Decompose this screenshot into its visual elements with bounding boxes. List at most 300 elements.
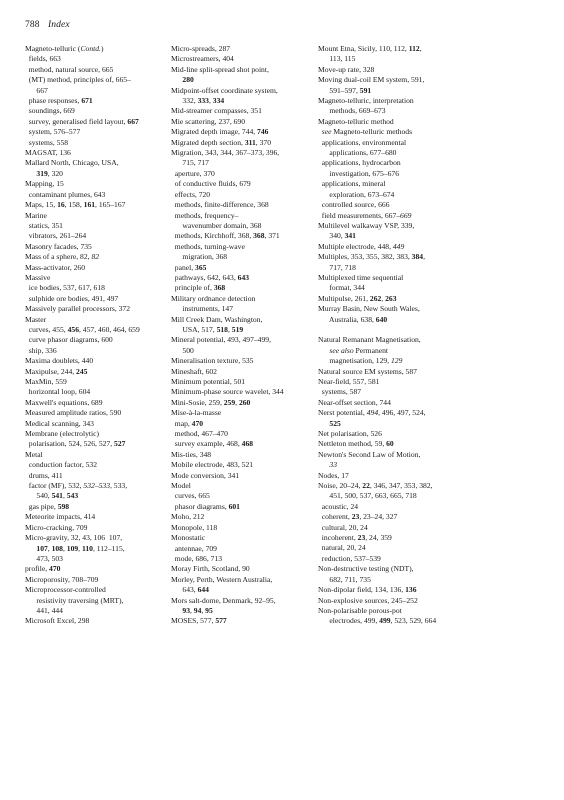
- index-entry-line: [25, 283, 175, 293]
- index-entry-line: [318, 502, 548, 512]
- entry-text: Natural source EM systems, 587: [318, 366, 417, 376]
- entry-text: Migrated depth section,: [171, 137, 245, 147]
- index-entry-line: [25, 211, 175, 221]
- bold-page-ref: 334: [212, 96, 225, 106]
- bold-page-ref: 107: [36, 543, 48, 553]
- index-entry-line: [318, 96, 548, 106]
- bold-page-ref: 60: [386, 439, 394, 449]
- entry-text: ,: [47, 543, 52, 553]
- entry-text: of conductive fluids, 679: [171, 179, 251, 189]
- index-entry-line: [318, 211, 548, 221]
- entry-text: methods, finite-difference, 368: [171, 200, 269, 210]
- entry-text: Monostatic: [171, 533, 206, 543]
- bold-page-ref: 527: [114, 439, 126, 449]
- entry-text: 441, 444: [25, 605, 63, 615]
- entry-text: methods, frequency–: [171, 210, 239, 220]
- index-entry-line: [318, 169, 548, 179]
- index-entry-line: [318, 439, 548, 449]
- index-entry-line: [171, 127, 321, 137]
- index-entry-line: [318, 231, 548, 241]
- index-entry-line: [318, 294, 548, 304]
- index-entry-line: [318, 65, 548, 75]
- entry-text: Moho, 212: [171, 512, 205, 522]
- entry-text: Mode conversion, 341: [171, 470, 240, 480]
- index-entry-line: [318, 356, 548, 366]
- index-entry-line: [171, 471, 321, 481]
- index-entry-line: [25, 75, 175, 85]
- index-entry-line: [318, 377, 548, 387]
- index-entry-line: [25, 460, 175, 470]
- entry-text: magnetisation, 129,: [318, 356, 391, 366]
- index-entry-line: [25, 117, 175, 127]
- italic-ref: 129: [390, 356, 403, 366]
- entry-text: Moving dual-coil EM system, 591,: [318, 75, 425, 85]
- index-entry-line: [171, 491, 321, 501]
- index-entry-line: [171, 75, 321, 85]
- index-entry-line: [318, 273, 548, 283]
- entry-text: coherent,: [318, 512, 352, 522]
- bold-page-ref: 23: [357, 533, 366, 543]
- italic-ref: 532–533: [83, 481, 110, 491]
- index-entry-line: [318, 596, 548, 606]
- index-entry-line: [25, 398, 175, 408]
- entry-text: 113, 115: [318, 54, 356, 64]
- entry-text: Mineralisation texture, 535: [171, 356, 254, 366]
- bold-page-ref: 311: [244, 137, 256, 147]
- entry-text: MAGSAT, 136: [25, 148, 71, 158]
- entry-text: [318, 346, 329, 355]
- entry-text: Morley, Perth, Western Australia,: [171, 574, 273, 584]
- index-entry-line: [318, 138, 548, 148]
- index-entry-line: [171, 190, 321, 200]
- entry-text: 643,: [171, 585, 198, 595]
- bold-page-ref: 112: [408, 44, 420, 53]
- bold-page-ref: 93: [182, 605, 190, 615]
- entry-text: method, 467–470: [171, 429, 228, 439]
- bold-page-ref: 23: [351, 512, 360, 522]
- entry-text: systems, 587: [318, 387, 362, 397]
- bold-page-ref: 95: [205, 605, 213, 615]
- index-entry-line: [25, 252, 175, 262]
- index-entry-line: [25, 54, 175, 64]
- entry-text: [171, 75, 182, 84]
- entry-text: , 320: [47, 168, 63, 178]
- entry-text: , 370: [255, 137, 271, 147]
- index-entry-line: [25, 263, 175, 273]
- entry-text: Masonry facades, 735: [25, 241, 92, 251]
- index-entry-line: [318, 148, 548, 158]
- index-entry-line: [318, 408, 548, 418]
- bold-page-ref: 470: [191, 418, 204, 428]
- bold-page-ref: 598: [57, 501, 70, 511]
- entry-text: ,: [62, 491, 67, 501]
- index-entry-line: [171, 398, 321, 408]
- entry-text: MOSES, 577,: [171, 616, 216, 626]
- entry-text: ,: [381, 293, 386, 303]
- entry-text: Multiplexed time sequential: [318, 272, 404, 282]
- entry-text: ,: [423, 252, 425, 262]
- bold-page-ref: 16: [57, 200, 65, 210]
- index-entry-line: [318, 398, 548, 408]
- entry-text: statics, 351: [25, 220, 63, 230]
- bold-page-ref: 368: [213, 283, 226, 293]
- entry-text: USA, 517,: [171, 324, 217, 334]
- italic-ref: 449: [392, 241, 405, 251]
- entry-text: applications, environmental: [318, 137, 407, 147]
- bold-page-ref: 260: [238, 397, 251, 407]
- index-entry-line: [25, 481, 175, 491]
- bold-page-ref: 333: [197, 96, 209, 106]
- entry-text: , 158,: [64, 200, 84, 210]
- index-entry-line: [318, 283, 548, 293]
- index-entry-line: [25, 523, 175, 533]
- index-entry-line: [318, 242, 548, 252]
- index-column-2: [171, 44, 321, 627]
- entry-text: principle of,: [171, 283, 214, 293]
- index-entry-line: [171, 408, 321, 418]
- bold-page-ref: 341: [344, 231, 356, 241]
- index-entry-line: [171, 117, 321, 127]
- entry-text: Military ordnance detection: [171, 293, 256, 303]
- italic-ref: 33: [329, 460, 337, 470]
- entry-text: Move-up rate, 328: [318, 64, 375, 74]
- index-entry-line: [171, 502, 321, 512]
- entry-text: ): [100, 44, 104, 53]
- bold-page-ref: 280: [182, 75, 194, 85]
- entry-text: ice bodies, 537, 617, 618: [25, 283, 105, 293]
- entry-text: sulphide ore bodies, 491, 497: [25, 293, 119, 303]
- entry-text: , 24, 359: [365, 533, 392, 543]
- entry-text: reduction, 537–539: [318, 553, 381, 563]
- index-entry-line: [25, 179, 175, 189]
- index-entry-line: [25, 585, 175, 595]
- index-entry-line: [25, 450, 175, 460]
- index-entry-line: [25, 471, 175, 481]
- index-entry-line: [25, 335, 175, 345]
- index-entry-line: [25, 106, 175, 116]
- index-entry-line: [171, 242, 321, 252]
- index-entry-line: [25, 575, 175, 585]
- index-entry-line: [171, 439, 321, 449]
- index-entry-line: [25, 616, 175, 626]
- entry-text: contaminant plumes, 643: [25, 189, 106, 199]
- index-entry-line: [318, 304, 548, 314]
- index-entry-line: [25, 127, 175, 137]
- index-entry-line: [25, 564, 175, 574]
- index-entry-line: [25, 148, 175, 158]
- index-entry-line: [171, 325, 321, 335]
- index-entry-line: [25, 65, 175, 75]
- index-entry-line: [171, 65, 321, 75]
- entry-text: methods, Kirchhoff, 368,: [171, 231, 254, 241]
- index-entry-line: [171, 252, 321, 262]
- index-entry-line: [171, 596, 321, 606]
- entry-text: field measurements, 667–: [318, 210, 401, 220]
- index-entry-line: [318, 606, 548, 616]
- entry-text: ,: [78, 543, 82, 553]
- entry-text: incoherent,: [318, 533, 358, 543]
- entry-text: natural, 20, 24: [318, 543, 366, 553]
- entry-text: 667: [25, 85, 48, 95]
- entry-text: Mill Creek Dam, Washington,: [171, 314, 263, 324]
- entry-text: [25, 544, 36, 553]
- entry-text: effects, 720: [171, 189, 211, 199]
- index-entry-line: [318, 158, 548, 168]
- entry-text: Multipulse, 261,: [318, 293, 370, 303]
- index-entry-line: [171, 231, 321, 241]
- index-entry-line: [318, 54, 548, 64]
- entry-text: Non-explosive sources, 245–252: [318, 595, 418, 605]
- index-entry-line: [171, 304, 321, 314]
- index-entry-line: [25, 491, 175, 501]
- entry-text: Micro-cracking, 709: [25, 522, 88, 532]
- entry-text: Maxima doublets, 440: [25, 356, 94, 366]
- entry-text: Microsoft Excel, 298: [25, 616, 90, 626]
- bold-page-ref: 368: [253, 231, 265, 241]
- index-entry-line: [171, 356, 321, 366]
- entry-text: , 496, 497, 524,: [378, 408, 426, 418]
- entry-text: ,: [62, 543, 67, 553]
- bold-page-ref: 136: [405, 585, 417, 595]
- entry-text: Mobile electrode, 483, 521: [171, 460, 254, 470]
- index-entry-line: [25, 190, 175, 200]
- index-entry-line: [318, 585, 548, 595]
- entry-text: [171, 606, 182, 615]
- entry-text: mode, 686, 713: [171, 553, 223, 563]
- entry-text: , 23–24, 327: [359, 512, 398, 522]
- entry-text: methods, 669–673: [318, 106, 386, 116]
- index-entry-line: [25, 242, 175, 252]
- entry-text: Multilevel walkaway VSP, 339,: [318, 220, 415, 230]
- entry-text: 717, 718: [318, 262, 356, 272]
- entry-text: 340,: [318, 231, 345, 241]
- entry-text: 591–597,: [318, 85, 360, 95]
- entry-text: Permanent: [353, 345, 389, 355]
- bold-page-ref: 671: [81, 96, 93, 106]
- index-entry-line: [171, 294, 321, 304]
- entry-text: applications, mineral: [318, 179, 386, 189]
- index-entry-line: [25, 408, 175, 418]
- entry-text: Near-offset section, 744: [318, 397, 391, 407]
- entry-text: curves, 665: [171, 491, 210, 501]
- entry-text: Nettleton method, 59,: [318, 439, 387, 449]
- entry-text: Mini-Sosie, 259,: [171, 397, 224, 407]
- entry-text: Nerst potential,: [318, 408, 367, 418]
- index-entry-line: [25, 294, 175, 304]
- entry-text: 682, 711, 735: [318, 574, 371, 584]
- entry-text: Magneto-telluric (: [25, 44, 81, 53]
- entry-text: Mineral potential, 493, 497–499,: [171, 335, 271, 345]
- entry-text: Magneto-telluric methods: [331, 127, 413, 137]
- running-title: Index: [48, 20, 70, 30]
- index-entry-line: [25, 96, 175, 106]
- entry-text: Microprocessor-controlled: [25, 585, 106, 595]
- entry-text: Non-dipolar field, 134, 136,: [318, 585, 406, 595]
- index-entry-line: [25, 315, 175, 325]
- entry-text: map,: [171, 418, 192, 428]
- index-entry-line: [171, 533, 321, 543]
- entry-text: controlled source, 666: [318, 200, 390, 210]
- entry-text: (MT) method, principles of, 665–: [25, 75, 131, 85]
- index-entry-line: [318, 543, 548, 553]
- entry-text: vibrators, 261–264: [25, 231, 87, 241]
- index-entry-line: [171, 512, 321, 522]
- index-entry-line: [171, 169, 321, 179]
- entry-text: Natural Remanant Magnetisation,: [318, 335, 421, 345]
- bold-page-ref: 525: [329, 418, 341, 428]
- index-entry-line: [318, 200, 548, 210]
- index-entry-line: [171, 575, 321, 585]
- index-entry-line: [171, 44, 321, 54]
- entry-text: , 533,: [110, 481, 128, 491]
- index-entry-line: [171, 179, 321, 189]
- entry-text: Mors salt-dome, Denmark, 92–95,: [171, 595, 276, 605]
- entry-text: Maxwell's equations, 689: [25, 397, 103, 407]
- entry-text: Multiples, 353, 355, 382, 383,: [318, 252, 412, 262]
- entry-text: Micro-gravity, 32, 43, 106 107,: [25, 533, 123, 543]
- index-entry-line: [318, 419, 548, 429]
- index-entry-line: [171, 273, 321, 283]
- index-entry-line: [25, 533, 175, 543]
- entry-text: phase responses,: [25, 96, 82, 106]
- index-entry-line: [25, 377, 175, 387]
- entry-text: survey, generalised field layout,: [25, 116, 128, 126]
- entry-text: Minimum potential, 501: [171, 377, 246, 386]
- entry-text: factor (MF), 532,: [25, 481, 84, 491]
- entry-text: Murray Basin, New South Wales,: [318, 304, 420, 314]
- bold-page-ref: 667: [127, 116, 139, 126]
- entry-text: , 165–167: [95, 200, 126, 210]
- bold-page-ref: 640: [375, 314, 388, 324]
- italic-ref: 494: [366, 408, 379, 418]
- italic-ref: 669: [400, 210, 412, 220]
- entry-text: horizontal loop, 604: [25, 387, 91, 397]
- index-entry-line: [318, 491, 548, 501]
- index-entry-line: [171, 148, 321, 158]
- index-entry-line: [25, 325, 175, 335]
- entry-text: profile,: [25, 564, 50, 574]
- entry-text: 715, 717: [171, 158, 209, 168]
- entry-text: Magneto-telluric, interpretation: [318, 96, 414, 106]
- entry-text: Massively parallel processors, 372: [25, 304, 131, 314]
- index-entry-line: [25, 502, 175, 512]
- index-entry-line: [171, 346, 321, 356]
- entry-text: Nodes, 17: [318, 470, 349, 480]
- bold-page-ref: 161: [83, 200, 96, 210]
- index-entry-line: [318, 533, 548, 543]
- index-entry-line: [318, 367, 548, 377]
- index-entry-line: [171, 106, 321, 116]
- entry-text: Multiple electrode, 448,: [318, 241, 393, 251]
- entry-text: 500: [171, 345, 194, 355]
- italic-ref: 82: [91, 252, 100, 262]
- entry-text: Model: [171, 481, 191, 491]
- entry-gap: [318, 325, 548, 335]
- entry-text: resistivity traversing (MRT),: [25, 595, 124, 605]
- entry-text: Master: [25, 314, 47, 324]
- index-entry-line: [318, 460, 548, 470]
- index-entry-line: [171, 606, 321, 616]
- bold-page-ref: 577: [215, 616, 227, 626]
- index-entry-line: [171, 523, 321, 533]
- entry-text: , 112–115,: [92, 543, 125, 553]
- entry-text: methods, turning-wave: [171, 241, 245, 251]
- bold-page-ref: 319: [36, 168, 48, 178]
- entry-text: Mass of a sphere, 82,: [25, 252, 92, 262]
- entry-text: curves, 455,: [25, 324, 68, 334]
- index-entry-line: [25, 512, 175, 522]
- index-entry-line: [171, 554, 321, 564]
- index-entry-line: [318, 117, 548, 127]
- index-entry-line: [171, 429, 321, 439]
- entry-text: Mis-ties, 348: [171, 449, 212, 459]
- index-entry-line: [25, 304, 175, 314]
- index-entry-line: [318, 387, 548, 397]
- entry-text: Medical scanning, 343: [25, 418, 94, 428]
- entry-text: applications, 677–680: [318, 148, 397, 158]
- entry-text: Migration, 343, 344, 367–373, 396,: [171, 148, 280, 158]
- index-entry-line: [318, 450, 548, 460]
- index-entry-line: [171, 544, 321, 554]
- bold-page-ref: 262: [369, 293, 382, 303]
- index-entry-line: [25, 221, 175, 231]
- entry-text: [25, 169, 36, 178]
- entry-text: Moray Firth, Scotland, 90: [171, 564, 250, 574]
- entry-text: Mapping, 15: [25, 179, 64, 189]
- bold-page-ref: 591: [359, 85, 372, 95]
- bold-page-ref: 499: [379, 616, 391, 626]
- entry-text: Mise-à-la-masse: [171, 408, 222, 418]
- entry-text: curve phasor diagrams, 600: [25, 335, 113, 345]
- entry-text: Mount Etna, Sicily, 110, 112,: [318, 44, 409, 53]
- entry-text: Migrated depth image, 744,: [171, 127, 258, 137]
- entry-text: Maxipulse, 244,: [25, 366, 77, 376]
- entry-text: Marine: [25, 210, 47, 220]
- entry-text: systems, 558: [25, 137, 69, 147]
- index-entry-line: [171, 481, 321, 491]
- entry-text: gas pipe,: [25, 501, 58, 511]
- index-entry-line: [318, 127, 548, 137]
- entry-text: Mallard North, Chicago, USA,: [25, 158, 119, 168]
- entry-text: Mineshaft, 602: [171, 366, 217, 376]
- index-entry-line: [171, 564, 321, 574]
- italic-ref: see also: [329, 345, 354, 355]
- index-entry-line: [171, 377, 321, 387]
- bold-page-ref: 263: [385, 293, 397, 303]
- index-entry-line: [171, 315, 321, 325]
- index-entry-line: [171, 200, 321, 210]
- index-entry-line: [25, 356, 175, 366]
- bold-page-ref: 541: [51, 491, 63, 501]
- entry-text: Measured amplitude ratios, 590: [25, 408, 122, 418]
- index-entry-line: [318, 315, 548, 325]
- index-entry-line: [318, 471, 548, 481]
- index-entry-line: [25, 200, 175, 210]
- index-entry-line: [25, 439, 175, 449]
- index-entry-line: [318, 575, 548, 585]
- bold-page-ref: 384: [411, 252, 424, 262]
- bold-page-ref: 643: [237, 272, 250, 282]
- index-entry-line: [171, 335, 321, 345]
- entry-text: conduction factor, 532: [25, 460, 98, 470]
- entry-text: exploration, 673–674: [318, 189, 395, 199]
- entry-text: Non-destructive testing (NDT),: [318, 564, 414, 574]
- entry-text: [318, 419, 329, 428]
- index-entry-line: [171, 450, 321, 460]
- index-entry-line: [318, 429, 548, 439]
- index-entry-line: [25, 544, 175, 554]
- index-entry-line: [25, 429, 175, 439]
